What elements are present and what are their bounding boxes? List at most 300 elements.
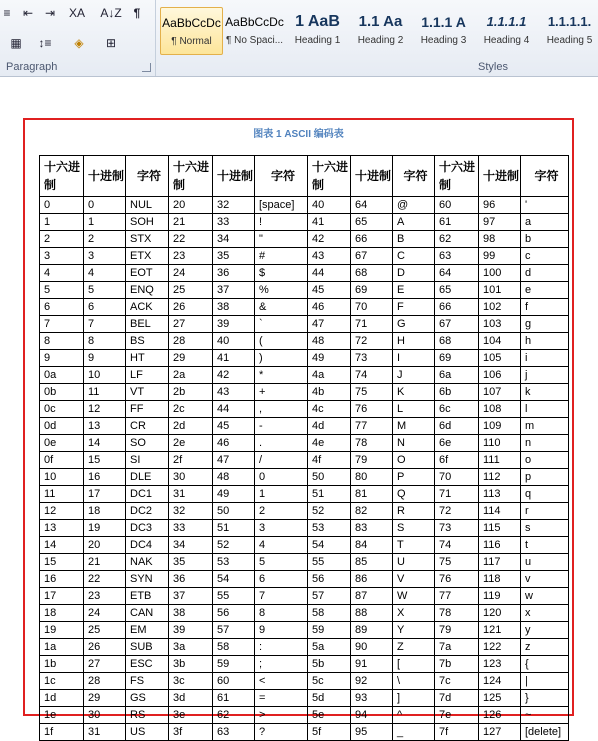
style-heading-2[interactable]	[349, 7, 412, 55]
align-justify-icon[interactable]: ≡	[3, 6, 11, 20]
table-cell: T	[393, 537, 435, 554]
table-cell: 37	[213, 282, 255, 299]
column-header: 十六进制	[308, 156, 351, 197]
table-cell: 14	[40, 537, 84, 554]
table-cell: BEL	[126, 316, 169, 333]
table-row	[40, 197, 569, 214]
style-heading-5[interactable]	[538, 7, 598, 55]
table-cell: 62	[435, 231, 479, 248]
table-cell: 6c	[435, 401, 479, 418]
table-cell: 72	[435, 503, 479, 520]
table-cell: 73	[435, 520, 479, 537]
table-cell: J	[393, 367, 435, 384]
style-sample: 1.1.1.1	[486, 14, 527, 29]
table-cell: 76	[435, 571, 479, 588]
table-cell: h	[521, 333, 569, 350]
table-cell: ,	[255, 401, 308, 418]
table-cell: p	[521, 469, 569, 486]
table-cell: 60	[213, 673, 255, 690]
table-cell: 26	[169, 299, 213, 316]
table-row	[40, 639, 569, 656]
style-name: Heading 5	[546, 35, 593, 46]
table-cell: 2a	[169, 367, 213, 384]
table-cell: 8	[255, 605, 308, 622]
table-row	[40, 231, 569, 248]
table-cell: 121	[479, 622, 521, 639]
table-cell: 7	[255, 588, 308, 605]
table-cell: 103	[479, 316, 521, 333]
table-cell: 75	[351, 384, 393, 401]
dialog-launcher-icon[interactable]	[142, 63, 151, 72]
table-cell: m	[521, 418, 569, 435]
table-cell: NUL	[126, 197, 169, 214]
increase-indent-button[interactable]: ⇥	[44, 6, 56, 20]
table-cell: 97	[479, 214, 521, 231]
table-cell: 86	[351, 571, 393, 588]
table-cell: 31	[84, 724, 126, 741]
table-cell: 8	[84, 333, 126, 350]
style-sample: 1.1 Aa	[358, 13, 403, 30]
table-cell: 31	[169, 486, 213, 503]
table-cell: 24	[169, 265, 213, 282]
table-cell: 107	[479, 384, 521, 401]
table-cell: 64	[351, 197, 393, 214]
chinese-layout-button[interactable]: XA	[68, 6, 85, 20]
table-cell: 2c	[169, 401, 213, 418]
style-heading-1[interactable]	[286, 7, 349, 55]
table-header-row	[40, 156, 569, 197]
table-cell: 4e	[308, 435, 351, 452]
table-cell: 123	[479, 656, 521, 673]
table-cell: [space]	[255, 197, 308, 214]
table-cell: 9	[255, 622, 308, 639]
sort-button[interactable]: A↓Z	[100, 6, 122, 20]
table-cell: 8	[40, 333, 84, 350]
column-header: 字符	[393, 156, 435, 197]
table-cell: 22	[169, 231, 213, 248]
table-cell: 5e	[308, 707, 351, 724]
table-cell: 52	[308, 503, 351, 520]
table-cell: 11	[84, 384, 126, 401]
table-cell: :	[255, 639, 308, 656]
table-cell: 122	[479, 639, 521, 656]
table-cell: 10	[40, 469, 84, 486]
column-header: 字符	[126, 156, 169, 197]
table-cell: 108	[479, 401, 521, 418]
table-cell: 65	[351, 214, 393, 231]
table-cell: 4	[84, 265, 126, 282]
table-cell: 1	[84, 214, 126, 231]
styles-group-label: Styles	[478, 61, 508, 73]
table-cell: 1	[40, 214, 84, 231]
table-cell: 47	[308, 316, 351, 333]
table-cell: HT	[126, 350, 169, 367]
table-cell: 93	[351, 690, 393, 707]
show-formatting-marks-button[interactable]: ¶	[133, 6, 141, 20]
table-cell: 2d	[169, 418, 213, 435]
table-cell: 43	[213, 384, 255, 401]
table-cell: 45	[213, 418, 255, 435]
style-normal[interactable]	[160, 7, 223, 55]
table-cell: '	[521, 197, 569, 214]
table-cell: 16	[84, 469, 126, 486]
table-cell: 70	[435, 469, 479, 486]
table-cell: x	[521, 605, 569, 622]
table-cell: G	[393, 316, 435, 333]
table-cell: 18	[84, 503, 126, 520]
table-cell: v	[521, 571, 569, 588]
table-cell: 6	[255, 571, 308, 588]
table-cell: z	[521, 639, 569, 656]
table-cell: O	[393, 452, 435, 469]
table-cell: n	[521, 435, 569, 452]
decrease-indent-button[interactable]: ⇤	[22, 6, 34, 20]
table-cell: SUB	[126, 639, 169, 656]
table-cell: 115	[479, 520, 521, 537]
table-cell: 33	[169, 520, 213, 537]
table-row	[40, 384, 569, 401]
table-cell: 53	[213, 554, 255, 571]
table-row	[40, 537, 569, 554]
table-cell: 34	[169, 537, 213, 554]
table-row	[40, 724, 569, 741]
table-cell: 0b	[40, 384, 84, 401]
table-cell: 5	[40, 282, 84, 299]
table-cell: 64	[435, 265, 479, 282]
table-cell: DC1	[126, 486, 169, 503]
table-cell: B	[393, 231, 435, 248]
table-cell: 1c	[40, 673, 84, 690]
table-cell: SI	[126, 452, 169, 469]
column-header: 字符	[255, 156, 308, 197]
table-cell: [delete]	[521, 724, 569, 741]
table-row	[40, 265, 569, 282]
table-cell: !	[255, 214, 308, 231]
table-cell: 0a	[40, 367, 84, 384]
table-cell: EM	[126, 622, 169, 639]
table-cell: 7b	[435, 656, 479, 673]
table-cell: 54	[308, 537, 351, 554]
table-cell: $	[255, 265, 308, 282]
ribbon	[0, 0, 598, 77]
table-cell: STX	[126, 231, 169, 248]
distributed-align-button[interactable]: ▦	[10, 36, 22, 50]
table-cell: E	[393, 282, 435, 299]
table-cell: 3e	[169, 707, 213, 724]
paragraph-group	[0, 0, 156, 76]
table-cell: 58	[213, 639, 255, 656]
table-cell: 30	[169, 469, 213, 486]
table-cell: 1e	[40, 707, 84, 724]
table-cell: 6a	[435, 367, 479, 384]
table-cell: ]	[393, 690, 435, 707]
table-cell: 17	[84, 486, 126, 503]
table-row	[40, 282, 569, 299]
table-cell: 6	[84, 299, 126, 316]
table-cell: 60	[435, 197, 479, 214]
table-cell: 68	[435, 333, 479, 350]
table-cell: N	[393, 435, 435, 452]
table-cell: 65	[435, 282, 479, 299]
column-header: 十六进制	[40, 156, 84, 197]
table-cell: u	[521, 554, 569, 571]
table-cell: US	[126, 724, 169, 741]
table-cell: 53	[308, 520, 351, 537]
table-cell: l	[521, 401, 569, 418]
table-cell: ESC	[126, 656, 169, 673]
table-cell: 35	[169, 554, 213, 571]
table-cell: R	[393, 503, 435, 520]
table-cell: 44	[213, 401, 255, 418]
table-row	[40, 350, 569, 367]
table-cell: 4a	[308, 367, 351, 384]
table-cell: 120	[479, 605, 521, 622]
table-cell: 74	[435, 537, 479, 554]
borders-button[interactable]: ⊞	[105, 36, 117, 50]
table-cell: 5b	[308, 656, 351, 673]
style-sample: 1.1.1 A	[421, 14, 466, 30]
table-cell: 15	[40, 554, 84, 571]
table-cell: 5a	[308, 639, 351, 656]
table-cell: 10	[84, 367, 126, 384]
table-cell: 46	[308, 299, 351, 316]
table-cell: 113	[479, 486, 521, 503]
table-cell: 3	[40, 248, 84, 265]
table-cell: 3b	[169, 656, 213, 673]
column-header: 十进制	[479, 156, 521, 197]
table-cell: 95	[351, 724, 393, 741]
table-cell: 2b	[169, 384, 213, 401]
table-cell: c	[521, 248, 569, 265]
table-row	[40, 605, 569, 622]
table-cell: SO	[126, 435, 169, 452]
table-row	[40, 333, 569, 350]
column-header: 十进制	[351, 156, 393, 197]
table-cell: 69	[351, 282, 393, 299]
table-cell: o	[521, 452, 569, 469]
table-cell: 59	[213, 656, 255, 673]
table-cell: 119	[479, 588, 521, 605]
table-cell: 12	[84, 401, 126, 418]
style-sample: 1 AaB	[295, 13, 340, 30]
table-cell: P	[393, 469, 435, 486]
table-cell: W	[393, 588, 435, 605]
table-cell: 59	[308, 622, 351, 639]
table-row	[40, 367, 569, 384]
table-cell: 63	[435, 248, 479, 265]
table-cell: 4f	[308, 452, 351, 469]
table-cell: 112	[479, 469, 521, 486]
shading-button[interactable]: ◈	[74, 36, 84, 50]
table-cell: 52	[213, 537, 255, 554]
table-cell: 9	[40, 350, 84, 367]
style-heading-3[interactable]	[412, 7, 475, 55]
table-cell: 7a	[435, 639, 479, 656]
table-cell: 61	[213, 690, 255, 707]
table-cell: 0	[84, 197, 126, 214]
table-cell: 81	[351, 486, 393, 503]
column-header: 十六进制	[435, 156, 479, 197]
table-cell: 37	[169, 588, 213, 605]
table-cell: 13	[40, 520, 84, 537]
table-cell: 7	[84, 316, 126, 333]
table-cell: 21	[169, 214, 213, 231]
table-cell: RS	[126, 707, 169, 724]
style-name: Heading 1	[294, 35, 341, 46]
table-cell: 89	[351, 622, 393, 639]
table-row	[40, 316, 569, 333]
table-cell: /	[255, 452, 308, 469]
table-cell: Q	[393, 486, 435, 503]
table-cell: 0c	[40, 401, 84, 418]
table-row	[40, 622, 569, 639]
table-cell: 9	[84, 350, 126, 367]
table-cell: F	[393, 299, 435, 316]
table-cell: U	[393, 554, 435, 571]
document-page	[0, 77, 598, 738]
table-cell: VT	[126, 384, 169, 401]
table-cell: 98	[479, 231, 521, 248]
table-cell: 4b	[308, 384, 351, 401]
table-frame	[23, 118, 574, 738]
table-cell: A	[393, 214, 435, 231]
table-cell: 76	[351, 401, 393, 418]
line-spacing-button[interactable]: ↕≡	[38, 36, 52, 50]
table-cell: 11	[40, 486, 84, 503]
table-cell: 23	[169, 248, 213, 265]
table-cell: 50	[308, 469, 351, 486]
table-cell: 2f	[169, 452, 213, 469]
table-cell: >	[255, 707, 308, 724]
table-cell: 57	[308, 588, 351, 605]
table-cell: *	[255, 367, 308, 384]
table-cell: 87	[351, 588, 393, 605]
table-cell: 83	[351, 520, 393, 537]
table-cell: 30	[84, 707, 126, 724]
table-cell: 17	[40, 588, 84, 605]
table-cell: 5c	[308, 673, 351, 690]
table-row	[40, 299, 569, 316]
table-cell: 49	[213, 486, 255, 503]
table-cell: I	[393, 350, 435, 367]
table-caption: 图表 1 ASCII 编码表	[253, 129, 344, 140]
table-cell: 27	[169, 316, 213, 333]
table-cell: 100	[479, 265, 521, 282]
table-cell: 48	[308, 333, 351, 350]
ascii-table	[39, 155, 569, 741]
table-cell: 3d	[169, 690, 213, 707]
table-cell: e	[521, 282, 569, 299]
table-cell: 49	[308, 350, 351, 367]
table-cell: 43	[308, 248, 351, 265]
table-cell: -	[255, 418, 308, 435]
table-cell: 38	[213, 299, 255, 316]
table-cell: 62	[213, 707, 255, 724]
table-cell: )	[255, 350, 308, 367]
table-cell: 16	[40, 571, 84, 588]
table-cell: 78	[351, 435, 393, 452]
table-cell: 20	[84, 537, 126, 554]
table-row	[40, 486, 569, 503]
table-cell: 116	[479, 537, 521, 554]
table-cell: 110	[479, 435, 521, 452]
style-sample: 1.1.1.1.	[547, 14, 592, 29]
table-cell: 0	[40, 197, 84, 214]
table-cell: 56	[308, 571, 351, 588]
table-cell: |	[521, 673, 569, 690]
table-cell: 124	[479, 673, 521, 690]
table-cell: 126	[479, 707, 521, 724]
table-cell: `	[255, 316, 308, 333]
table-cell: 6f	[435, 452, 479, 469]
paragraph-group-label: Paragraph	[6, 61, 58, 73]
table-cell: 5f	[308, 724, 351, 741]
table-cell: 51	[213, 520, 255, 537]
style-heading-4[interactable]	[475, 7, 538, 55]
table-cell: 66	[435, 299, 479, 316]
table-cell: 3	[84, 248, 126, 265]
table-cell: ENQ	[126, 282, 169, 299]
table-row	[40, 571, 569, 588]
table-row	[40, 707, 569, 724]
table-cell: 28	[84, 673, 126, 690]
table-cell: 3f	[169, 724, 213, 741]
table-row	[40, 673, 569, 690]
table-cell: 96	[479, 197, 521, 214]
table-cell: 51	[308, 486, 351, 503]
styles-group	[158, 0, 598, 76]
table-cell: 47	[213, 452, 255, 469]
table-cell: 114	[479, 503, 521, 520]
table-cell: 4	[255, 537, 308, 554]
table-cell: 99	[479, 248, 521, 265]
table-cell: 73	[351, 350, 393, 367]
table-cell: 25	[84, 622, 126, 639]
table-cell: 102	[479, 299, 521, 316]
table-cell: FF	[126, 401, 169, 418]
table-cell: 6d	[435, 418, 479, 435]
table-cell: Z	[393, 639, 435, 656]
style-sample: AaBbCcDc	[225, 15, 284, 29]
table-cell: L	[393, 401, 435, 418]
table-cell: 5	[255, 554, 308, 571]
table-cell: FS	[126, 673, 169, 690]
table-cell: 19	[84, 520, 126, 537]
table-cell: Y	[393, 622, 435, 639]
table-cell: DLE	[126, 469, 169, 486]
table-cell: 12	[40, 503, 84, 520]
table-cell: 104	[479, 333, 521, 350]
table-cell: 15	[84, 452, 126, 469]
table-cell: M	[393, 418, 435, 435]
table-row	[40, 554, 569, 571]
table-cell: 40	[213, 333, 255, 350]
table-cell: 4d	[308, 418, 351, 435]
style-no-spacing[interactable]	[223, 7, 286, 55]
table-cell: 125	[479, 690, 521, 707]
table-cell: ^	[393, 707, 435, 724]
table-cell: 24	[84, 605, 126, 622]
table-cell: 74	[351, 367, 393, 384]
table-cell: 5d	[308, 690, 351, 707]
table-cell: .	[255, 435, 308, 452]
table-cell: DC3	[126, 520, 169, 537]
table-cell: 32	[213, 197, 255, 214]
table-cell: 67	[435, 316, 479, 333]
table-cell: 7d	[435, 690, 479, 707]
table-cell: NAK	[126, 554, 169, 571]
table-cell: k	[521, 384, 569, 401]
